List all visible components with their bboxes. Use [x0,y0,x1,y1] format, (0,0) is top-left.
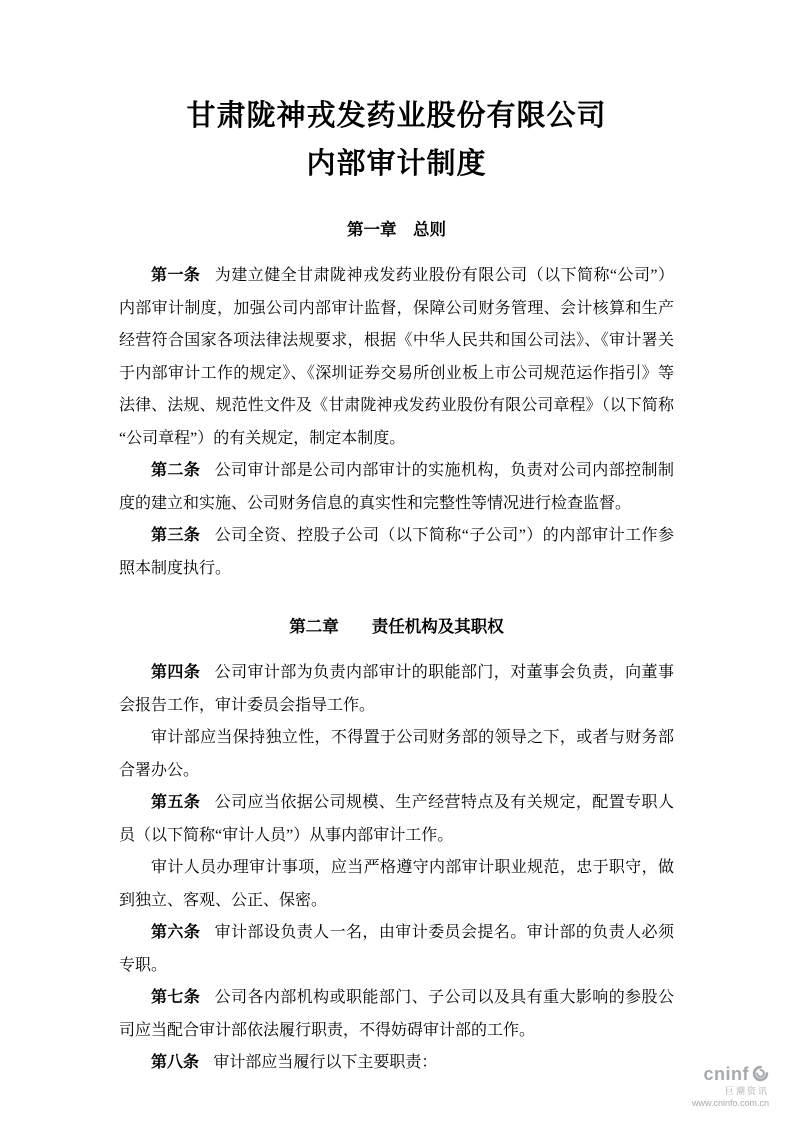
chapter-heading: 第一章 总则 [347,221,446,239]
article-label: 第二条 [151,462,201,479]
body-paragraph [119,722,674,787]
article-paragraph [119,455,674,520]
article-label: 第四条 [151,664,201,681]
paragraph-text: 公司各内部机构或职能部门、子公司以及具有重大影响的参股公司应当配合审计部依法履行职责，不得妨碍审计部的工作。 [119,989,674,1039]
article-label: 第六条 [151,924,201,941]
document-title-line1: 甘肃陇神戎发药业股份有限公司 [186,100,607,132]
article-label: 第七条 [151,989,201,1006]
article-paragraph [119,982,674,1047]
body-paragraph [119,852,674,917]
cninfo-logo-row [692,1064,769,1085]
article-paragraph [119,657,674,722]
article-paragraph [119,917,674,982]
document-title-line2: 内部审计制度 [306,148,487,180]
cninfo-logo [692,1064,769,1108]
paragraph-text: 审计人员办理审计事项，应当严格遵守内部审计职业规范，忠于职守，做到独立、客观、公正、保密。 [119,859,674,909]
paragraph-text: 公司审计部为负责内部审计的职能部门，对董事会负责，向董事会报告工作，审计委员会指导工作。 [119,664,674,714]
article-paragraph [119,1047,674,1080]
paragraph-text: 审计部应当保持独立性，不得置于公司财务部的领导之下，或者与财务部合署办公。 [119,729,674,779]
chapter-heading: 第二章 责任机构及其职权 [289,618,504,636]
cninfo-url: www.cninfo.com.cn [691,1097,769,1108]
paragraph-text: 审计部应当履行以下主要职责： [213,1054,438,1071]
paragraph-text: 公司应当依据公司规模、生产经营特点及有关规定，配置专职人员（以下简称“审计人员”）从事内部审计工作。 [119,794,674,844]
cninfo-brand-cn: 巨潮资讯 [724,1086,769,1097]
article-label: 第五条 [151,794,201,811]
paragraph-text: 公司审计部是公司内部审计的实施机构，负责对公司内部控制制度的建立和实施、公司财务信息的真实性和完整性等情况进行检查监督。 [119,462,674,512]
article-label: 第八条 [151,1054,200,1071]
article-paragraph [119,787,674,852]
article-paragraph [119,260,674,455]
cninfo-swirl-icon [752,1065,769,1082]
article-paragraph [119,520,674,585]
cninfo-logo-text: cninf [703,1063,749,1084]
article-label: 第一条 [151,267,201,284]
paragraph-text: 为建立健全甘肃陇神戎发药业股份有限公司（以下简称“公司”）内部审计制度，加强公司内部审计监督，保障公司财务管理、会计核算和生产经营符合国家各项法律法规要求，根据《中华人民共和国公司法》、《审计署关于内部审计工作的规定》、《深圳证券交易所创业板上市公司规范运作指引》等法律、法规、规范性文件及《甘肃陇神戎发药业股份有限公司章程》（以下简称“公司章程”）的有关规定，制定本制度。 [119,267,674,447]
paragraph-text: 公司全资、控股子公司（以下简称“子公司”）的内部审计工作参照本制度执行。 [119,527,674,577]
article-label: 第三条 [151,527,201,544]
paragraph-text: 审计部设负责人一名，由审计委员会提名。审计部的负责人必须专职。 [119,924,674,974]
document-body [119,214,674,1080]
